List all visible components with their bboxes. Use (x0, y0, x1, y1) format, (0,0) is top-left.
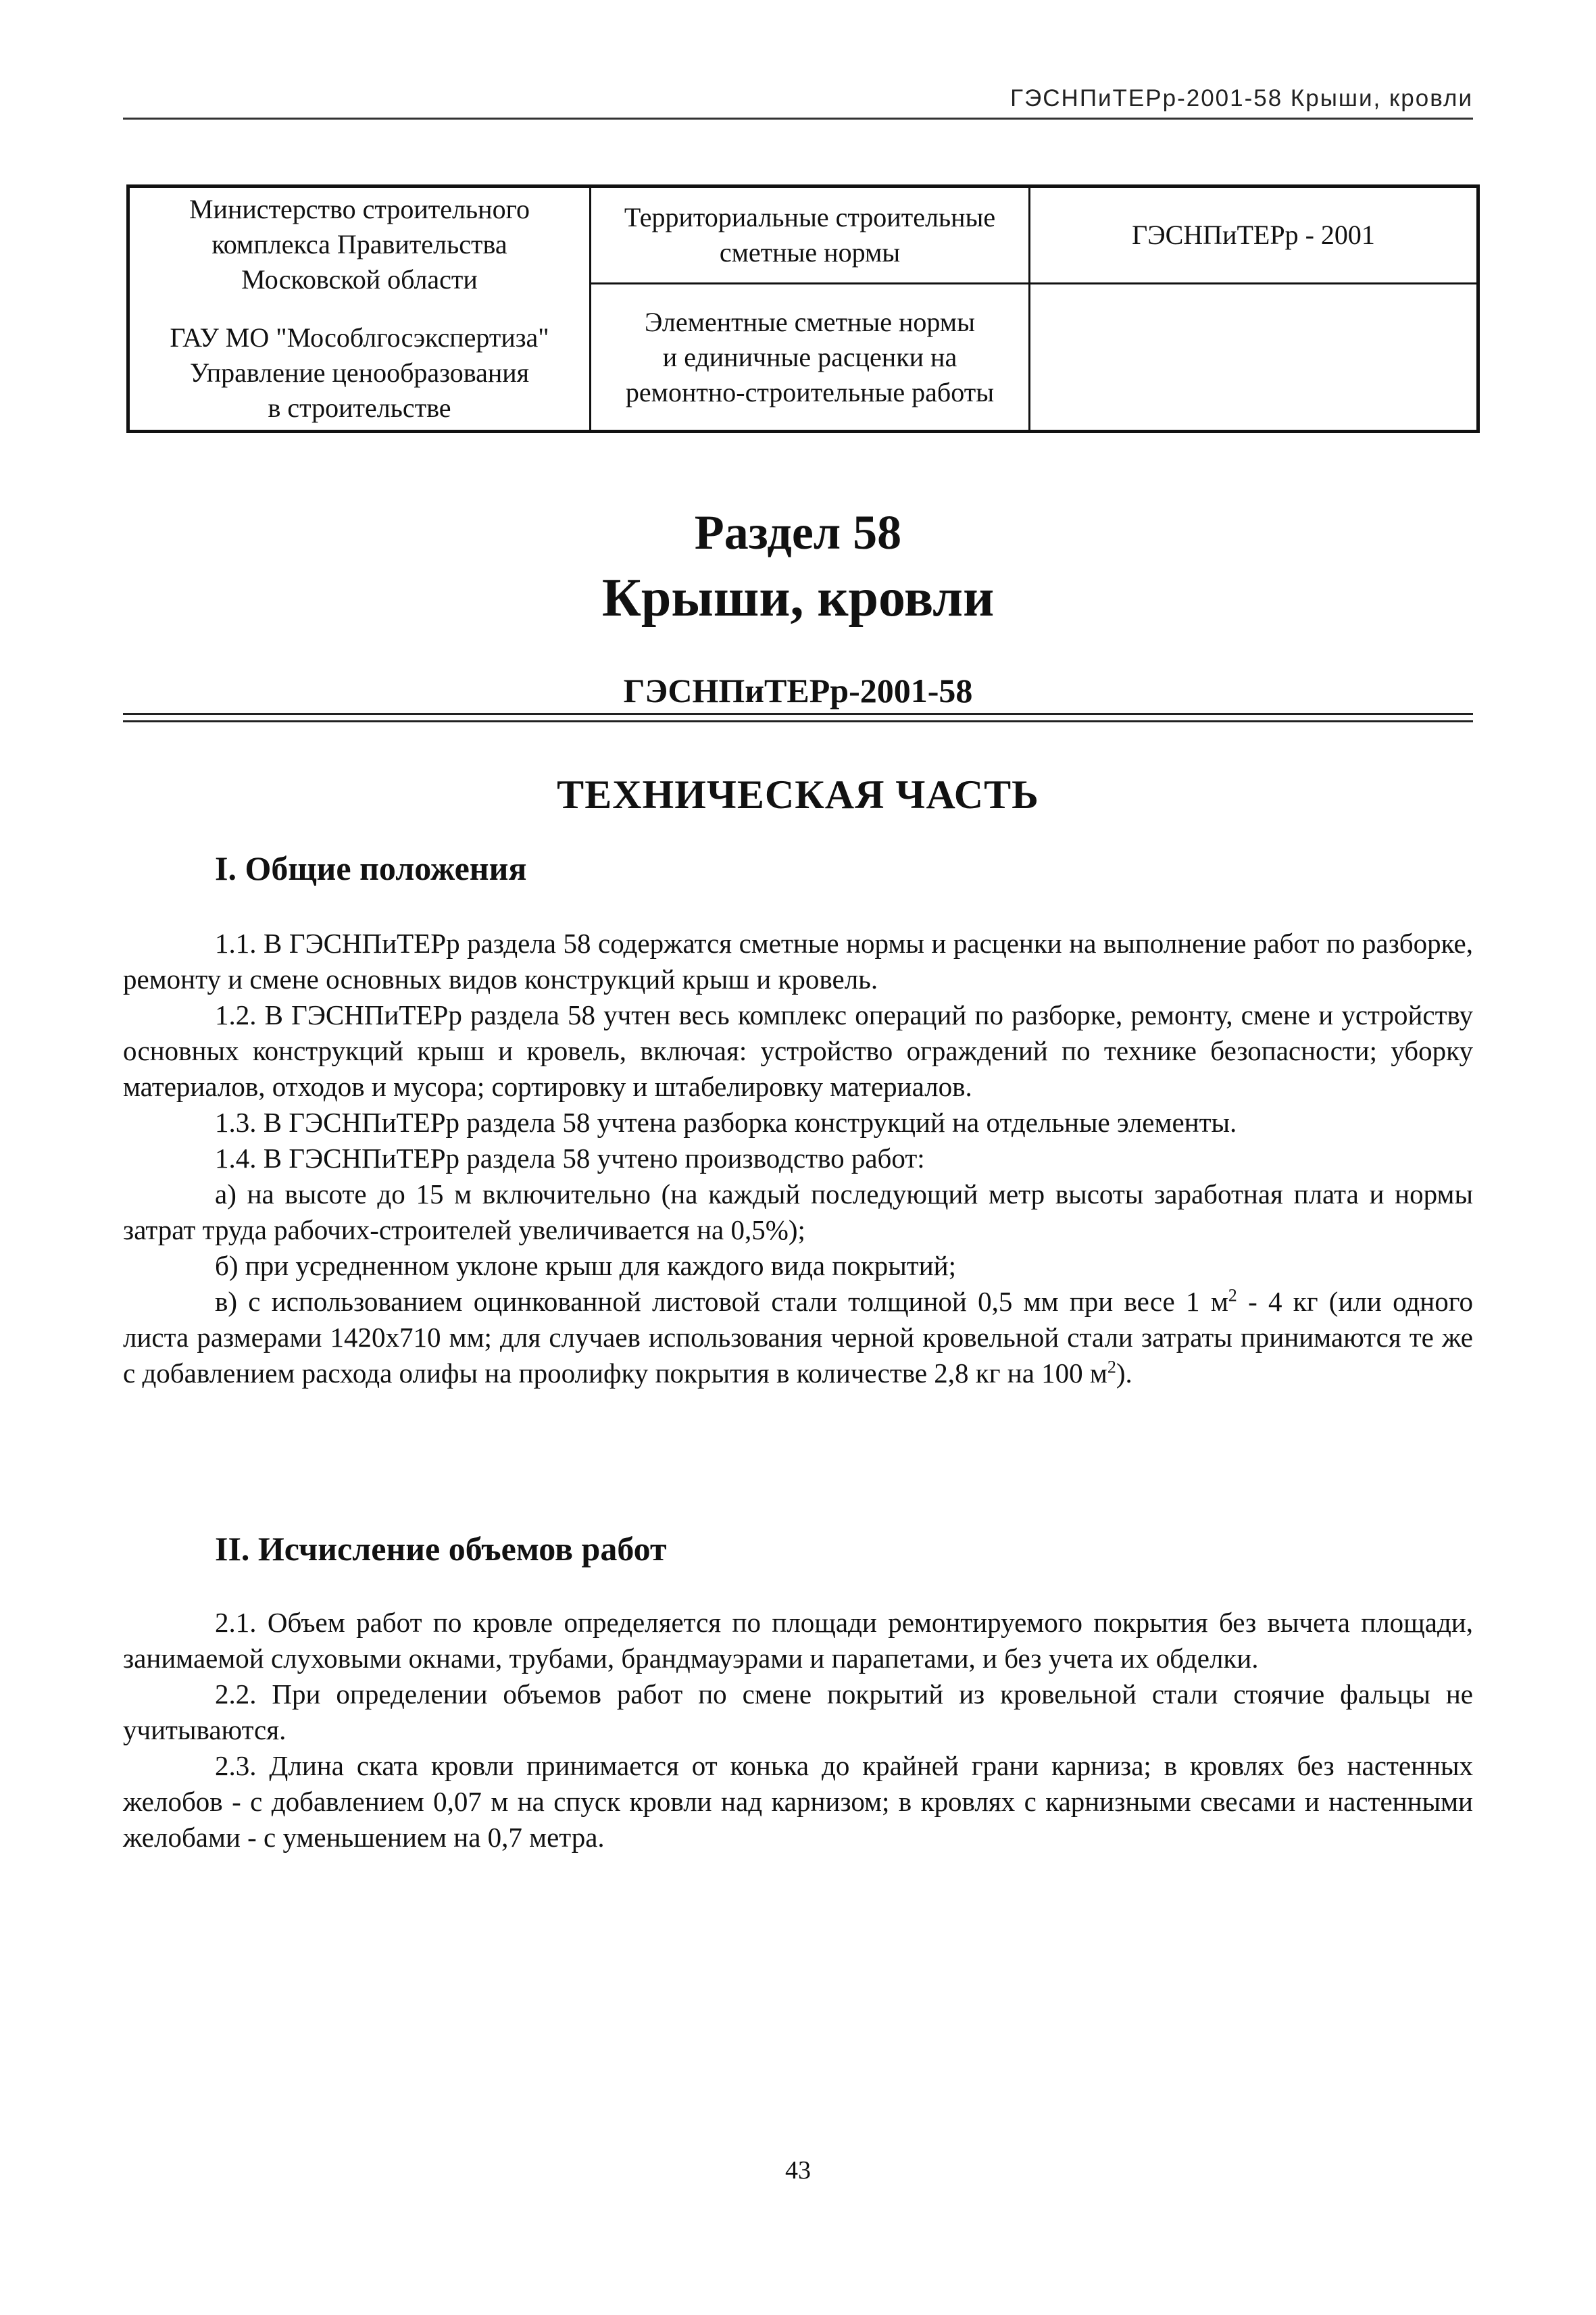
section-number: Раздел 58 (694, 505, 902, 559)
org-line: в строительстве (268, 393, 451, 423)
paragraph: 1.3. В ГЭСНПиТЕРр раздела 58 учтена разборка конструкций на отдельные элементы. (215, 1107, 1237, 1138)
paragraph: 1.4. В ГЭСНПиТЕРр раздела 58 учтено производство работ: (215, 1143, 925, 1174)
page-number: 43 (785, 2156, 811, 2185)
superscript: 2 (1228, 1285, 1237, 1305)
text-run: ). (1116, 1358, 1132, 1389)
section-title: Крыши, кровли (601, 568, 995, 628)
norm-code: ГЭСНПиТЕРр - 2001 (1132, 220, 1375, 250)
org-line: ГАУ МО "Мособлгосэкспертиза" (170, 322, 549, 353)
norms-desc-line: Элементные сметные нормы (645, 306, 975, 337)
paragraph: 2.2. При определении объемов работ по смене покрытий из кровельной стали стоячие фальцы не учитываются. (123, 1678, 1473, 1745)
code-cell (1030, 186, 1478, 284)
text-run: в) с использованием оцинкованной листовой стали толщиной 0,5 мм при весе 1 м (215, 1286, 1228, 1317)
norms-type-cell (591, 186, 1030, 284)
section-divider (123, 720, 1473, 722)
general-provisions-text (123, 926, 1473, 1391)
general-provisions-heading: I. Общие положения (215, 849, 527, 887)
organization-cell (128, 186, 591, 432)
org-line: комплекса Правительства (211, 229, 507, 259)
paragraph: 1.2. В ГЭСНПиТЕРр раздела 58 учтен весь комплекс операций по разборке, ремонту, смене и устройству основных конструкций крыш и кровель, включая: устройство ограждений по технике безопасности; уборку материалов, отходов и мусора; сортировку и штабелировку материалов. (123, 999, 1473, 1102)
running-header: ГЭСНПиТЕРр-2001-58 Крыши, кровли (1010, 85, 1473, 111)
org-line: Московской области (241, 264, 478, 295)
section-code: ГЭСНПиТЕРр-2001-58 (623, 672, 973, 710)
section-divider (123, 713, 1473, 715)
header-divider (123, 118, 1473, 120)
info-table (126, 184, 1480, 433)
paragraph: 2.3. Длина ската кровли принимается от конька до крайней грани карниза; в кровлях без настенных желобов - с добавлением 0,07 м на спуск кровли над карнизом; в кровлях с карнизными свесами и настенными желобами - с уменьшением на 0,7 метра. (123, 1750, 1473, 1853)
text-run: - 4 кг (или одного листа размерами 1420х710 мм; для случаев использования черной кровельной стали затраты принимаются те же с добавлением расхода олифы на проолифку покрытия в количестве 2,8 кг на 100 м (123, 1286, 1473, 1389)
norms-type-line: Территориальные строительные (624, 202, 996, 232)
technical-part-heading: ТЕХНИЧЕСКАЯ ЧАСТЬ (557, 772, 1039, 817)
paragraph: 2.1. Объем работ по кровле определяется по площади ремонтируемого покрытия без вычета площади, занимаемой слуховыми окнами, трубами, брандмауэрами и парапетами, и без учета их обделки. (123, 1607, 1473, 1674)
norms-type-line: сметные нормы (719, 237, 901, 268)
org-line: Министерство строительного (189, 194, 530, 224)
paragraph: б) при усредненном уклоне крыш для каждого вида покрытий; (215, 1250, 956, 1281)
paragraph: а) на высоте до 15 м включительно (на каждый последующий метр высоты заработная плата и нормы затрат труда рабочих-строителей увеличивается на 0,5%); (123, 1178, 1473, 1245)
volume-calculation-heading: II. Исчисление объемов работ (215, 1530, 667, 1568)
org-line: Управление ценообразования (189, 357, 530, 388)
empty-cell (1030, 284, 1478, 432)
superscript: 2 (1107, 1357, 1116, 1377)
norms-desc-line: и единичные расценки на (662, 341, 957, 372)
norms-description-cell (591, 284, 1030, 432)
volume-calculation-text (123, 1605, 1473, 1856)
norms-desc-line: ремонтно-строительные работы (625, 376, 995, 407)
paragraph: 1.1. В ГЭСНПиТЕРр раздела 58 содержатся сметные нормы и расценки на выполнение работ по разборке, ремонту и смене основных видов конструкций крыш и кровель. (123, 928, 1473, 995)
paragraph (123, 1284, 1473, 1391)
